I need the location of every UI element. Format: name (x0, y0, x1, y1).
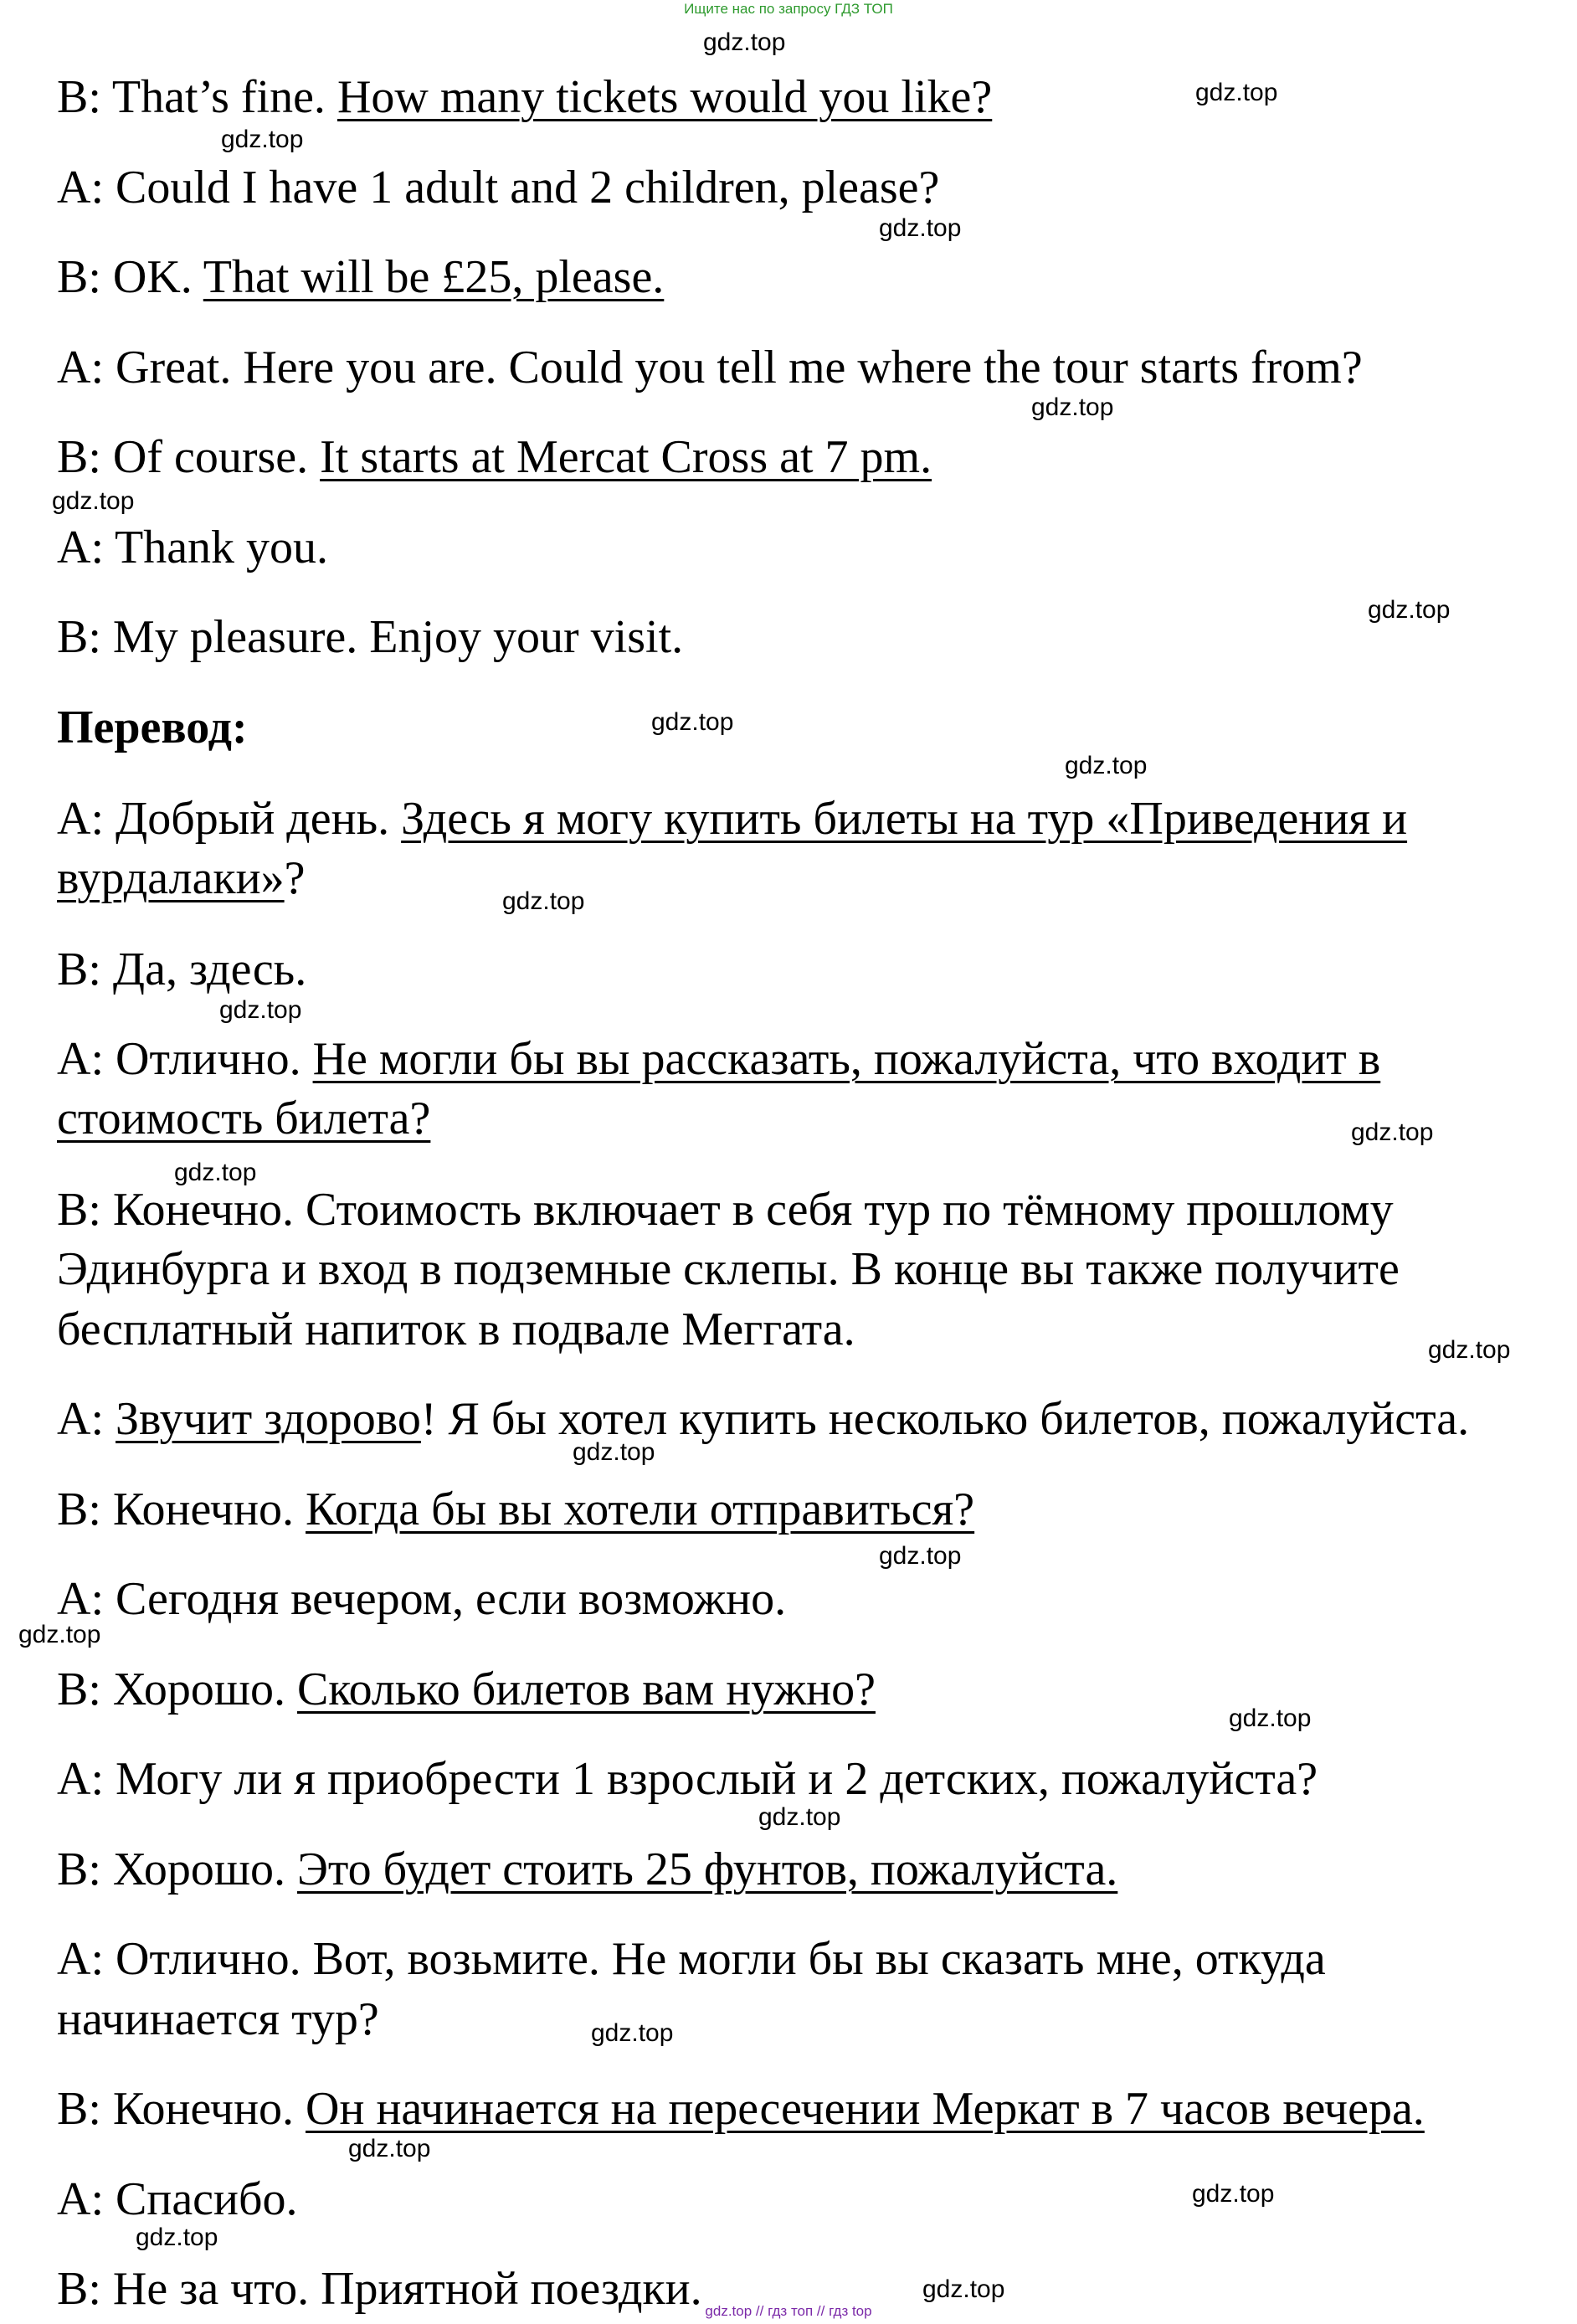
dialog-ru-line: стоимость билета? (57, 1093, 431, 1144)
dialog-ru-line: A: Могу ли я приобрести 1 взрослый и 2 детских, пожалуйста? (57, 1753, 1318, 1805)
dialog-ru-line: A: Отлично. Вот, возьмите. Не могли бы вы сказать мне, откуда (57, 1933, 1326, 1985)
bottom-banner: gdz.top // гдз топ // гдз top (705, 2303, 872, 2319)
watermark: gdz.top (1351, 1118, 1434, 1146)
watermark: gdz.top (221, 126, 304, 153)
watermark: gdz.top (348, 2135, 431, 2162)
dialog-ru-line: B: Конечно. Когда бы вы хотели отправиться? (57, 1483, 975, 1535)
dialog-ru-line: A: Звучит здорово! Я бы хотел купить несколько билетов, пожалуйста. (57, 1393, 1470, 1445)
watermark: gdz.top (703, 28, 786, 56)
watermark: gdz.top (1428, 1336, 1511, 1364)
watermark: gdz.top (879, 1542, 962, 1570)
watermark: gdz.top (136, 2224, 218, 2251)
watermark: gdz.top (1368, 596, 1451, 624)
dialog-ru-line: B: Конечно. Стоимость включает в себя тур по тёмному прошлому (57, 1184, 1394, 1236)
dialog-ru-line: бесплатный напиток в подвале Меггата. (57, 1303, 855, 1355)
dialog-ru-line: начинается тур? (57, 1993, 379, 2045)
watermark: gdz.top (591, 2019, 674, 2047)
watermark: gdz.top (758, 1803, 841, 1831)
dialog-en-line: A: Thank you. (57, 522, 329, 573)
dialog-ru-line: B: Да, здесь. (57, 943, 307, 995)
watermark: gdz.top (1192, 2180, 1275, 2208)
watermark: gdz.top (1229, 1704, 1312, 1732)
dialog-ru-line: вурдалаки»? (57, 852, 306, 904)
dialog-ru-line: B: Не за что. Приятной поездки. (57, 2263, 702, 2315)
dialog-ru-line: B: Конечно. Он начинается на пересечении Меркат в 7 часов вечера. (57, 2083, 1425, 2135)
dialog-en-line: B: Of course. It starts at Mercat Cross at 7 pm. (57, 431, 932, 483)
watermark: gdz.top (219, 996, 302, 1024)
watermark: gdz.top (922, 2275, 1005, 2303)
watermark: gdz.top (1195, 79, 1278, 106)
dialog-ru-line: Эдинбурга и вход в подземные склепы. В конце вы также получите (57, 1243, 1400, 1295)
watermark: gdz.top (174, 1159, 257, 1186)
watermark: gdz.top (18, 1621, 101, 1648)
watermark: gdz.top (1065, 752, 1148, 779)
dialog-ru-line: B: Хорошо. Сколько билетов вам нужно? (57, 1663, 876, 1715)
dialog-ru-line: A: Сегодня вечером, если возможно. (57, 1573, 787, 1625)
translation-heading: Перевод: (57, 702, 248, 753)
watermark: gdz.top (52, 487, 135, 515)
dialog-en-line: B: OK. That will be £25, please. (57, 251, 665, 303)
top-banner: Ищите нас по запросу ГДЗ ТОП (684, 1, 893, 17)
dialog-ru-line: B: Хорошо. Это будет стоить 25 фунтов, пожалуйста. (57, 1843, 1118, 1895)
dialog-en-line: A: Great. Here you are. Could you tell me where the tour starts from? (57, 342, 1363, 393)
dialog-ru-line: A: Добрый день. Здесь я могу купить билеты на тур «Приведения и (57, 793, 1408, 845)
dialog-en-line: B: That’s fine. How many tickets would you like? (57, 71, 993, 123)
dialog-en-line: A: Could I have 1 adult and 2 children, please? (57, 162, 940, 213)
dialog-ru-line: A: Отлично. Не могли бы вы рассказать, пожалуйста, что входит в (57, 1033, 1381, 1085)
watermark: gdz.top (573, 1438, 655, 1466)
dialog-en-line: B: My pleasure. Enjoy your visit. (57, 611, 684, 663)
watermark: gdz.top (651, 708, 734, 736)
watermark: gdz.top (502, 887, 585, 915)
watermark: gdz.top (1031, 393, 1114, 421)
watermark: gdz.top (879, 214, 962, 242)
dialog-ru-line: A: Спасибо. (57, 2173, 298, 2225)
